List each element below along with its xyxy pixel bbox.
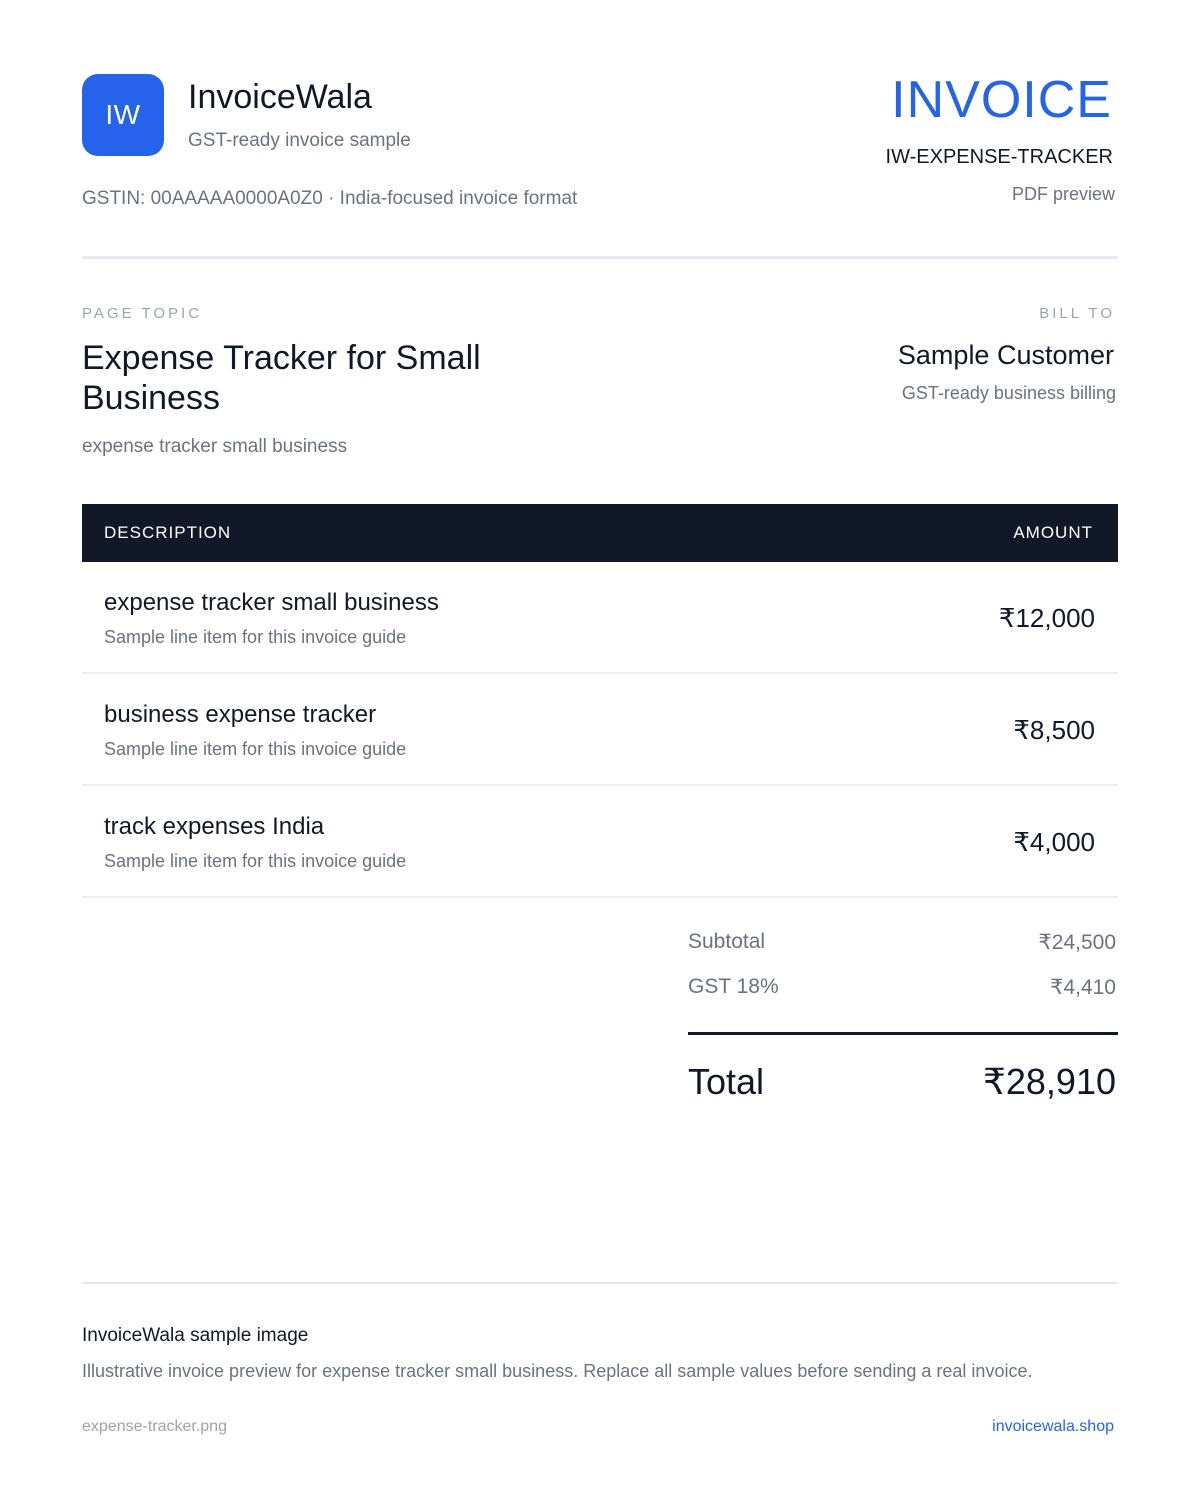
table-row — [82, 562, 1118, 674]
invoice-id: IW-EXPENSE-TRACKER — [885, 146, 1113, 168]
subtotal-label: Subtotal — [688, 930, 766, 953]
grand-total-row — [688, 1061, 1118, 1103]
header-divider — [82, 256, 1118, 259]
page-topic-label: PAGE TOPIC — [82, 305, 203, 322]
gst-label: GST 18% — [688, 975, 779, 998]
line-item-amount: ₹12,000 — [998, 603, 1095, 633]
line-item-description: business expense tracker — [104, 701, 377, 728]
line-items — [82, 562, 1118, 898]
brand-logo — [82, 74, 164, 156]
footer-disclaimer: Illustrative invoice preview for expense tracker small business. Replace all sample values before sending a real invoice. — [82, 1361, 1033, 1381]
totals-section — [688, 930, 1118, 1103]
subtotal-row — [688, 930, 1118, 975]
line-item-note: Sample line item for this invoice guide — [104, 739, 407, 759]
line-item-note: Sample line item for this invoice guide — [104, 851, 407, 871]
gstin-line: GSTIN: 00AAAAA0000A0Z0 · India-focused invoice format — [82, 188, 578, 209]
gst-row — [688, 975, 1118, 1020]
brand-tagline: GST-ready invoice sample — [188, 130, 411, 151]
brand-name: InvoiceWala — [188, 78, 372, 116]
page-topic-title: Expense Tracker for Small Business — [82, 339, 481, 417]
table-row — [82, 786, 1118, 898]
invoice-title: INVOICE — [891, 71, 1112, 129]
line-item-amount: ₹8,500 — [1013, 715, 1095, 745]
table-row — [82, 674, 1118, 786]
column-header-description: DESCRIPTION — [104, 523, 232, 542]
footer-website-link[interactable]: invoicewala.shop — [992, 1418, 1114, 1435]
bill-to-label: BILL TO — [1039, 305, 1115, 322]
total-divider — [688, 1032, 1118, 1035]
footer-filename: expense-tracker.png — [82, 1418, 227, 1435]
table-header — [82, 504, 1118, 562]
invoice-subtitle: PDF preview — [1011, 184, 1115, 204]
bill-to-subtitle: GST-ready business billing — [901, 383, 1116, 403]
gst-value: ₹4,410 — [1050, 976, 1116, 999]
line-item-amount: ₹4,000 — [1013, 827, 1095, 857]
logo-initials: IW — [105, 99, 141, 130]
footer-title: InvoiceWala sample image — [82, 1325, 309, 1346]
footer-divider — [82, 1282, 1118, 1284]
subtotal-value: ₹24,500 — [1038, 931, 1116, 954]
column-header-amount: AMOUNT — [1013, 523, 1093, 542]
line-item-description: track expenses India — [104, 813, 325, 840]
total-label: Total — [688, 1061, 765, 1102]
line-item-description: expense tracker small business — [104, 589, 439, 616]
total-value: ₹28,910 — [982, 1061, 1116, 1102]
line-item-note: Sample line item for this invoice guide — [104, 627, 407, 647]
page-topic-keyword: expense tracker small business — [82, 436, 348, 457]
bill-to-name: Sample Customer — [897, 340, 1114, 370]
